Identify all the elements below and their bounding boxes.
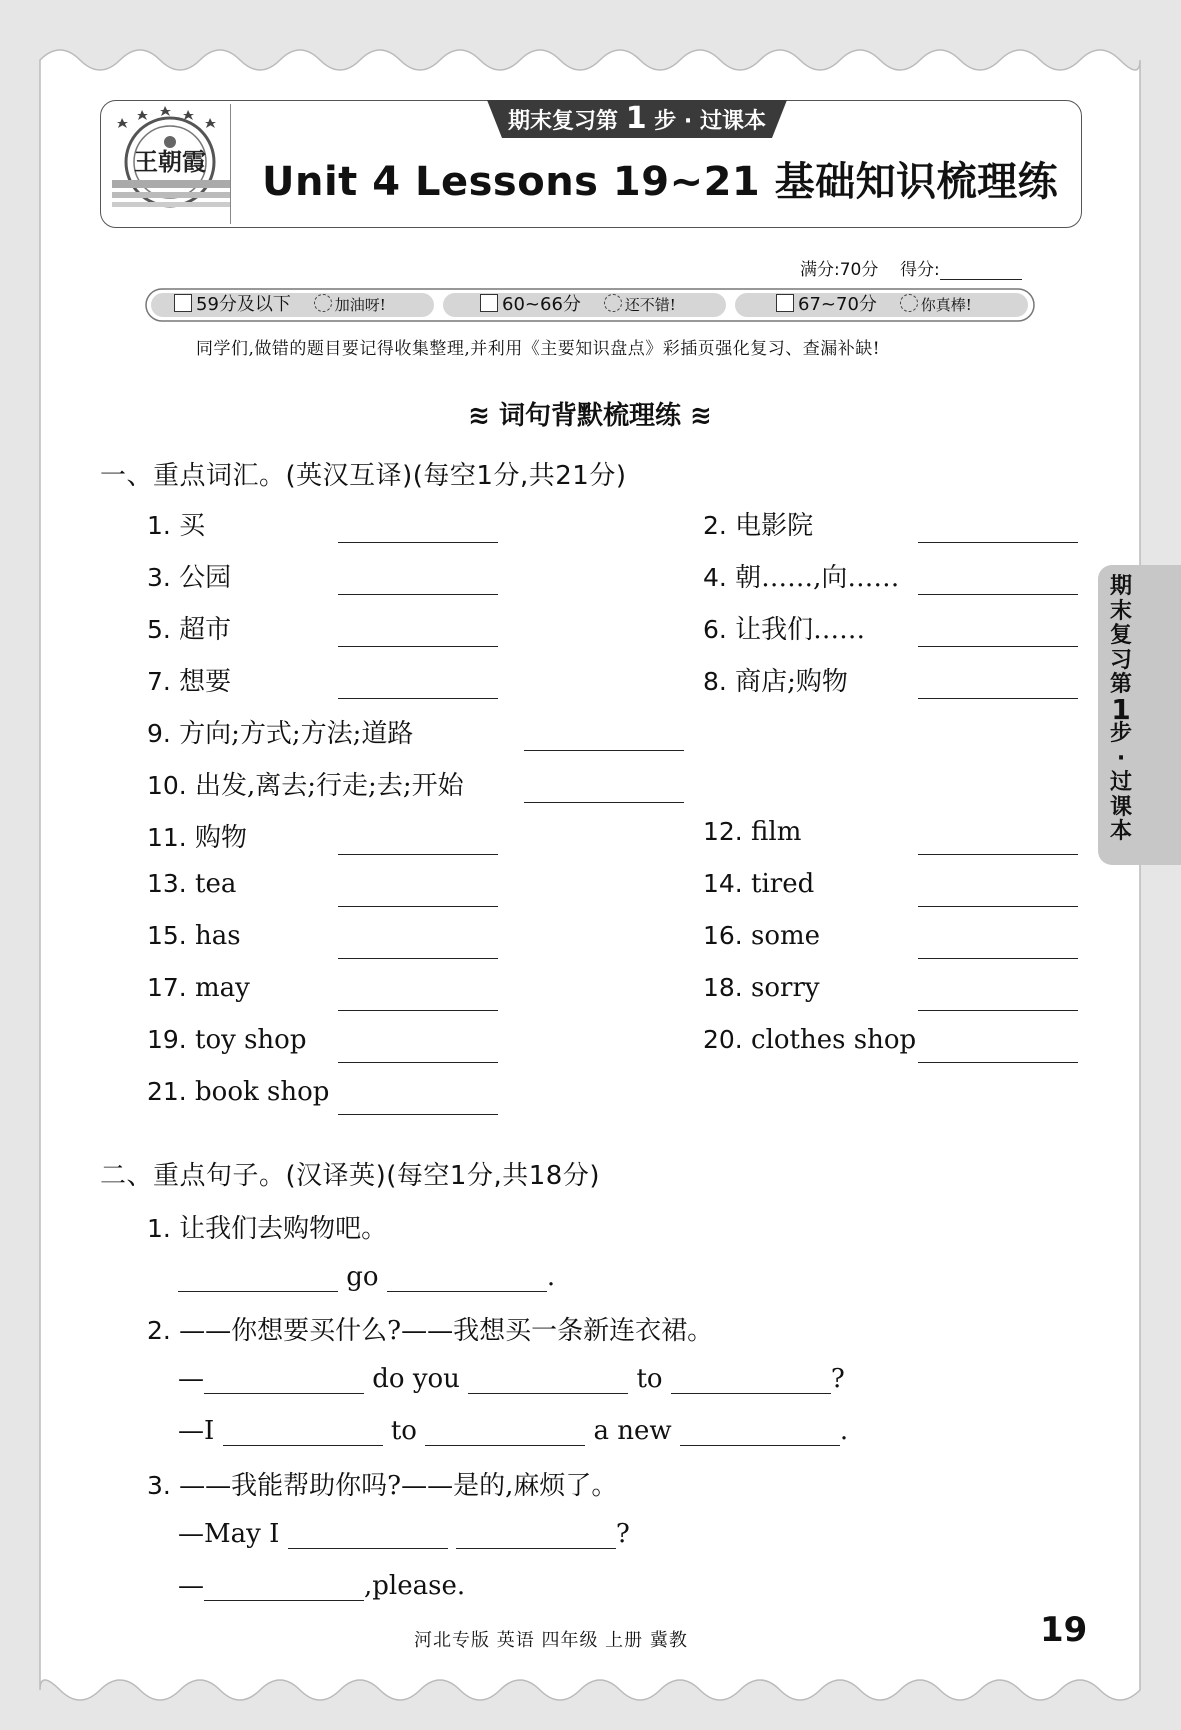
answer-blank[interactable] — [338, 542, 498, 543]
vocab-item-6: 6. 让我们…… — [703, 615, 866, 645]
grade-band-item-1: 59分及以下 加油呀! — [174, 291, 386, 319]
smiley-icon — [604, 294, 622, 312]
vocab-item-17: 17. may — [147, 973, 250, 1003]
answer-blank[interactable] — [338, 1114, 498, 1115]
vocab-item-10: 10. 出发,离去;行走;去;开始 — [147, 771, 464, 801]
answer-blank[interactable] — [468, 1369, 628, 1394]
answer-blank[interactable] — [204, 1576, 364, 1601]
footer-text: 河北专版 英语 四年级 上册 冀教 — [414, 1630, 688, 1651]
sentence-2-answer-a: — do you to ? — [178, 1364, 845, 1394]
wave-right-icon: ≋ — [681, 401, 712, 431]
page-title: Unit 4 Lessons 19~21 基础知识梳理练 — [262, 159, 1059, 205]
sentence-3-prompt: 3. ——我能帮助你吗?——是的,麻烦了。 — [147, 1471, 618, 1501]
smiley-icon — [314, 294, 332, 312]
sentence-3-answer-b: — ,please. — [178, 1571, 466, 1601]
answer-blank[interactable] — [918, 854, 1078, 855]
score-blank[interactable] — [940, 263, 1022, 280]
notice-text: 同学们,做错的题目要记得收集整理,并利用《主要知识盘点》彩插页强化复习、查漏补缺! — [196, 339, 881, 359]
vocab-item-1: 1. 买 — [147, 511, 206, 541]
answer-blank[interactable] — [680, 1421, 840, 1446]
vocab-item-7: 7. 想要 — [147, 667, 232, 697]
page-number: 19 — [1040, 1610, 1088, 1650]
sentence-1-answer: go . — [178, 1262, 555, 1292]
answer-blank[interactable] — [524, 750, 684, 751]
full-score-label: 满分:70分 — [800, 260, 879, 280]
header-tag — [487, 100, 787, 138]
answer-blank[interactable] — [338, 854, 498, 855]
vocab-item-12: 12. film — [703, 817, 802, 847]
score-line — [800, 255, 1022, 280]
vocab-item-8: 8. 商店;购物 — [703, 667, 848, 697]
section-title: ≋ 词句背默梳理练 ≋ — [468, 401, 712, 431]
answer-blank[interactable] — [918, 958, 1078, 959]
answer-blank[interactable] — [918, 906, 1078, 907]
answer-blank[interactable] — [338, 594, 498, 595]
grade-band-item-2: 60~66分 还不错! — [480, 291, 676, 319]
sentence-1-prompt: 1. 让我们去购物吧。 — [147, 1214, 388, 1244]
answer-blank[interactable] — [918, 1010, 1078, 1011]
vocab-item-21: 21. book shop — [147, 1077, 330, 1107]
answer-blank[interactable] — [671, 1369, 831, 1394]
part2-heading: 二、重点句子。(汉译英)(每空1分,共18分) — [100, 1161, 600, 1191]
answer-blank[interactable] — [524, 802, 684, 803]
vocab-item-4: 4. 朝……,向…… — [703, 563, 900, 593]
answer-blank[interactable] — [223, 1421, 383, 1446]
header-divider — [230, 104, 231, 224]
side-tab-text: 期 末 复 习 第 1 步 · 过 课 本 — [1109, 574, 1132, 844]
sentence-2-answer-b: —I to a new . — [178, 1416, 849, 1446]
answer-blank[interactable] — [288, 1524, 448, 1549]
vocab-item-18: 18. sorry — [703, 973, 820, 1003]
smiley-icon — [900, 294, 918, 312]
vocab-item-14: 14. tired — [703, 869, 815, 899]
answer-blank[interactable] — [918, 698, 1078, 699]
publisher-logo-icon — [110, 104, 232, 222]
answer-blank[interactable] — [387, 1267, 547, 1292]
vocab-item-3: 3. 公园 — [147, 563, 232, 593]
vocab-item-5: 5. 超市 — [147, 615, 232, 645]
answer-blank[interactable] — [918, 594, 1078, 595]
answer-blank[interactable] — [425, 1421, 585, 1446]
answer-blank[interactable] — [338, 698, 498, 699]
vocab-item-9: 9. 方向;方式;方法;道路 — [147, 719, 414, 749]
grade-checkbox[interactable] — [480, 294, 498, 312]
grade-checkbox[interactable] — [174, 294, 192, 312]
tag-step: 1 — [625, 101, 647, 136]
vocab-item-20: 20. clothes shop — [703, 1025, 917, 1055]
answer-blank[interactable] — [918, 542, 1078, 543]
grade-band-item-3: 67~70分 你真棒! — [776, 291, 972, 319]
answer-blank[interactable] — [338, 646, 498, 647]
vocab-item-11: 11. 购物 — [147, 823, 248, 853]
tag-suffix: 步 · 过课本 — [654, 109, 766, 134]
vocab-item-2: 2. 电影院 — [703, 511, 814, 541]
vocab-item-16: 16. some — [703, 921, 821, 951]
score-label: 得分: — [899, 260, 940, 280]
answer-blank[interactable] — [338, 1010, 498, 1011]
svg-text:王朝霞: 王朝霞 — [134, 147, 206, 176]
answer-blank[interactable] — [338, 1062, 498, 1063]
sentence-2-prompt: 2. ——你想要买什么?——我想买一条新连衣裙。 — [147, 1316, 714, 1346]
wave-left-icon: ≋ — [468, 401, 499, 431]
answer-blank[interactable] — [456, 1524, 616, 1549]
answer-blank[interactable] — [338, 906, 498, 907]
part1-heading: 一、重点词汇。(英汉互译)(每空1分,共21分) — [100, 461, 627, 491]
answer-blank[interactable] — [204, 1369, 364, 1394]
vocab-item-19: 19. toy shop — [147, 1025, 307, 1055]
side-tab-label — [1098, 575, 1144, 845]
answer-blank[interactable] — [178, 1267, 338, 1292]
grade-checkbox[interactable] — [776, 294, 794, 312]
answer-blank[interactable] — [918, 1062, 1078, 1063]
tag-prefix: 期末复习第 — [508, 109, 619, 134]
vocab-item-13: 13. tea — [147, 869, 237, 899]
answer-blank[interactable] — [918, 646, 1078, 647]
sentence-3-answer-a: —May I ? — [178, 1519, 630, 1549]
vocab-item-15: 15. has — [147, 921, 241, 951]
answer-blank[interactable] — [338, 958, 498, 959]
